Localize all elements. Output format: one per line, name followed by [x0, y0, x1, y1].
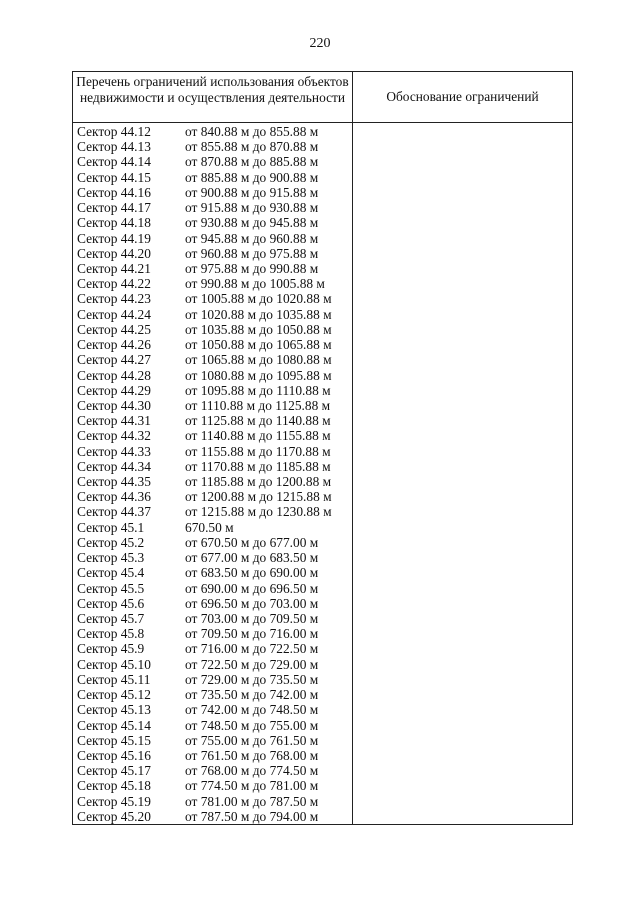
sector-range: от 716.00 м до 722.50 м — [185, 641, 319, 657]
table-row — [73, 535, 352, 550]
sector-name: Сектор 44.30 — [77, 397, 151, 413]
table-row — [73, 170, 352, 185]
table-row — [73, 520, 352, 535]
sector-range: от 755.00 м до 761.50 м — [185, 732, 319, 748]
sector-name: Сектор 44.13 — [77, 139, 151, 155]
sector-range: от 722.50 м до 729.00 м — [185, 656, 319, 672]
table-row — [73, 383, 352, 398]
sector-range: от 1125.88 м до 1140.88 м — [185, 413, 331, 429]
sector-range: от 1200.88 м до 1215.88 м — [185, 489, 332, 505]
table-row — [73, 763, 352, 778]
table-row — [73, 154, 352, 169]
sector-name: Сектор 44.21 — [77, 260, 151, 276]
sector-range: от 761.50 м до 768.00 м — [185, 747, 319, 763]
sector-name: Сектор 44.29 — [77, 382, 151, 398]
justification-cell — [353, 123, 573, 825]
table-row — [73, 809, 352, 824]
sector-name: Сектор 44.27 — [77, 352, 151, 368]
sector-range: от 729.00 м до 735.50 м — [185, 671, 319, 687]
sector-name: Сектор 44.32 — [77, 428, 151, 444]
sector-range: от 1110.88 м до 1125.88 м — [185, 397, 331, 413]
sector-range: от 915.88 м до 930.88 м — [185, 200, 319, 216]
sector-name: Сектор 44.26 — [77, 337, 151, 353]
table-header-row — [73, 72, 573, 123]
sector-name: Сектор 45.19 — [77, 793, 151, 809]
sector-range: от 855.88 м до 870.88 м — [185, 139, 319, 155]
table-row — [73, 291, 352, 306]
sector-range: от 1050.88 м до 1065.88 м — [185, 337, 332, 353]
sector-range: от 975.88 м до 990.88 м — [185, 260, 319, 276]
sector-range: от 1215.88 м до 1230.88 м — [185, 504, 332, 520]
sector-name: Сектор 45.2 — [77, 534, 145, 550]
table-row — [73, 246, 352, 261]
sector-range: от 709.50 м до 716.00 м — [185, 626, 319, 642]
sector-name: Сектор 45.8 — [77, 626, 145, 642]
sector-range: от 1170.88 м до 1185.88 м — [185, 458, 331, 474]
sector-name: Сектор 45.3 — [77, 550, 145, 566]
sector-range: от 1005.88 м до 1020.88 м — [185, 291, 332, 307]
sector-name: Сектор 44.24 — [77, 306, 151, 322]
sector-name: Сектор 45.20 — [77, 808, 151, 824]
sector-range: от 703.00 м до 709.50 м — [185, 611, 319, 626]
sector-range: от 960.88 м до 975.88 м — [185, 245, 319, 261]
table-row — [73, 733, 352, 748]
sector-range: от 900.88 м до 915.88 м — [185, 184, 319, 200]
sector-range: от 1065.88 м до 1080.88 м — [185, 352, 332, 368]
sector-range: от 742.00 м до 748.50 м — [185, 702, 319, 718]
sector-range: от 930.88 м до 945.88 м — [185, 215, 319, 231]
sector-range: от 870.88 м до 885.88 м — [185, 154, 319, 170]
sector-range: от 945.88 м до 960.88 м — [185, 230, 319, 246]
sector-name: Сектор 45.12 — [77, 687, 151, 703]
sector-name: Сектор 44.35 — [77, 474, 151, 490]
table-row — [73, 474, 352, 489]
sector-range: от 885.88 м до 900.88 м — [185, 169, 319, 185]
sector-name: Сектор 45.16 — [77, 747, 151, 763]
table-row — [73, 489, 352, 504]
sector-name: Сектор 45.10 — [77, 656, 151, 672]
restrictions-table — [72, 71, 573, 825]
sector-name: Сектор 44.19 — [77, 230, 151, 246]
table-row — [73, 352, 352, 367]
table-row — [73, 596, 352, 611]
table-row — [73, 718, 352, 733]
sector-name: Сектор 45.17 — [77, 763, 151, 779]
sector-list-cell — [73, 123, 353, 825]
sector-range: от 1140.88 м до 1155.88 м — [185, 428, 331, 444]
table-row — [73, 672, 352, 687]
table-row — [73, 641, 352, 656]
sector-range: от 677.00 м до 683.50 м — [185, 550, 319, 566]
sector-name: Сектор 44.34 — [77, 458, 151, 474]
table-row — [73, 124, 352, 139]
sector-range: от 768.00 м до 774.50 м — [185, 763, 319, 779]
table-row — [73, 231, 352, 246]
sector-name: Сектор 44.36 — [77, 489, 151, 505]
table-row — [73, 428, 352, 443]
sector-name: Сектор 44.25 — [77, 321, 151, 337]
table-row — [73, 185, 352, 200]
table-row — [73, 413, 352, 428]
sector-range: от 781.00 м до 787.50 м — [185, 793, 319, 809]
table-row — [73, 276, 352, 291]
table-row — [73, 139, 352, 154]
table-row — [73, 657, 352, 672]
sector-name: Сектор 45.11 — [77, 671, 151, 687]
sector-range: от 683.50 м до 690.00 м — [185, 565, 319, 581]
header-restrictions-list: Перечень ограничений использования объектов недвижимости и осуществления деятельности — [73, 72, 353, 123]
sector-range: от 670.50 м до 677.00 м — [185, 534, 319, 550]
sector-name: Сектор 44.20 — [77, 245, 151, 261]
table-row — [73, 200, 352, 215]
table-row — [73, 398, 352, 413]
table-row — [73, 504, 352, 519]
sector-range: от 735.50 м до 742.00 м — [185, 687, 319, 703]
table-row — [73, 794, 352, 809]
sector-range: от 774.50 м до 781.00 м — [185, 778, 319, 794]
table-row — [73, 307, 352, 322]
sector-range: от 748.50 м до 755.00 м — [185, 717, 319, 733]
table-row — [73, 215, 352, 230]
sector-name: Сектор 45.9 — [77, 641, 145, 657]
sector-name: Сектор 44.17 — [77, 200, 151, 216]
sector-range: от 1080.88 м до 1095.88 м — [185, 367, 332, 383]
sector-range: от 787.50 м до 794.00 м — [185, 808, 319, 824]
sector-name: Сектор 45.18 — [77, 778, 151, 794]
table-row — [73, 687, 352, 702]
table-row — [73, 702, 352, 717]
sector-range: от 1035.88 м до 1050.88 м — [185, 321, 332, 337]
table-row — [73, 337, 352, 352]
sector-range: от 1185.88 м до 1200.88 м — [185, 474, 332, 490]
sector-name: Сектор 44.14 — [77, 154, 151, 170]
sector-range: от 1020.88 м до 1035.88 м — [185, 306, 332, 322]
sector-name: Сектор 44.23 — [77, 291, 151, 307]
sector-name: Сектор 45.1 — [77, 519, 145, 535]
sector-name: Сектор 44.22 — [77, 276, 151, 292]
table-row — [73, 459, 352, 474]
sector-range: от 990.88 м до 1005.88 м — [185, 276, 325, 292]
sector-name: Сектор 44.31 — [77, 413, 151, 429]
table-row — [73, 261, 352, 276]
table-row — [73, 611, 352, 626]
sector-name: Сектор 45.14 — [77, 717, 151, 733]
sector-range: от 690.00 м до 696.50 м — [185, 580, 319, 596]
table-row — [73, 748, 352, 763]
table-row — [73, 322, 352, 337]
table-row — [73, 778, 352, 793]
sector-name: Сектор 45.6 — [77, 595, 145, 611]
sector-range: от 840.88 м до 855.88 м — [185, 124, 319, 139]
sector-name: Сектор 45.4 — [77, 565, 145, 581]
table-row — [73, 581, 352, 596]
table-row — [73, 626, 352, 641]
table-row — [73, 368, 352, 383]
sector-name: Сектор 44.15 — [77, 169, 151, 185]
sector-name: Сектор 44.12 — [77, 124, 151, 139]
table-body-row — [73, 123, 573, 825]
table-row — [73, 444, 352, 459]
sector-name: Сектор 45.15 — [77, 732, 151, 748]
sector-name: Сектор 44.28 — [77, 367, 151, 383]
sector-range: 670.50 м — [185, 519, 234, 535]
table-row — [73, 565, 352, 580]
page-number: 220 — [309, 36, 331, 51]
sector-name: Сектор 44.37 — [77, 504, 151, 520]
sector-range: от 1095.88 м до 1110.88 м — [185, 382, 331, 398]
table-row — [73, 550, 352, 565]
header-justification: Обоснование ограничений — [353, 72, 573, 123]
sector-range: от 1155.88 м до 1170.88 м — [185, 443, 331, 459]
sector-name: Сектор 44.33 — [77, 443, 151, 459]
sector-name: Сектор 44.18 — [77, 215, 151, 231]
sector-range: от 696.50 м до 703.00 м — [185, 595, 319, 611]
sector-name: Сектор 45.5 — [77, 580, 145, 596]
sector-name: Сектор 45.13 — [77, 702, 151, 718]
sector-list — [73, 124, 352, 824]
sector-name: Сектор 45.7 — [77, 611, 145, 626]
sector-name: Сектор 44.16 — [77, 184, 151, 200]
